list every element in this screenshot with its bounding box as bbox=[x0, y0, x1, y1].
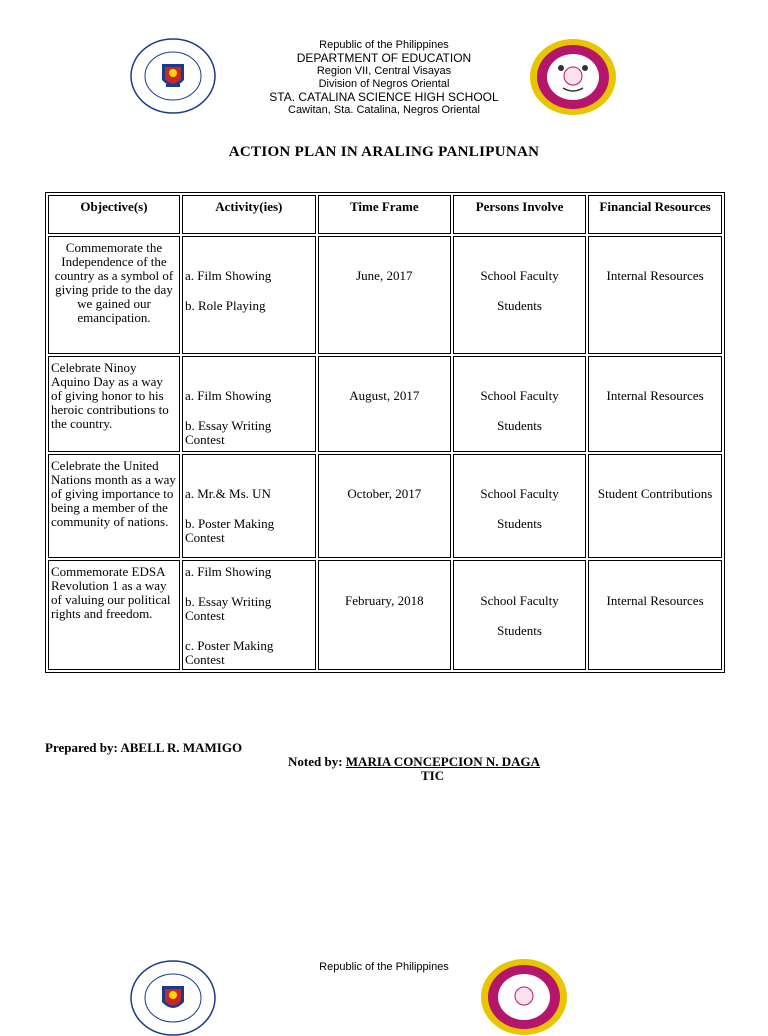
deped-seal-logo bbox=[130, 38, 216, 114]
resources-cell: Internal Resources bbox=[588, 236, 722, 354]
activity-item: c. Poster Making Contest bbox=[184, 638, 274, 667]
resources-cell: Internal Resources bbox=[588, 356, 722, 452]
deped-seal-logo-footer bbox=[130, 960, 216, 1036]
objective-cell: Celebrate Ninoy Aquino Day as a way of giving honor to his heroic contributions to the country. bbox=[48, 356, 180, 452]
header-time-frame: Time Frame bbox=[318, 195, 451, 234]
footer-republic-line: Republic of the Philippines bbox=[319, 961, 449, 973]
objective-cell: Commemorate the Independence of the country as a symbol of giving pride to the day we gained our emancipation. bbox=[48, 236, 180, 354]
persons-cell bbox=[453, 236, 586, 354]
noted-by bbox=[288, 754, 540, 770]
person-item: School Faculty bbox=[480, 593, 559, 608]
activity-item: b. Essay Writing Contest bbox=[184, 418, 272, 447]
activity-item: a. Film Showing bbox=[184, 564, 272, 579]
header-persons: Persons Involve bbox=[453, 195, 586, 234]
header-objectives: Objective(s) bbox=[48, 195, 180, 234]
activities-cell bbox=[182, 454, 316, 558]
person-item: School Faculty bbox=[480, 486, 559, 501]
department-line: DEPARTMENT OF EDUCATION bbox=[296, 51, 472, 65]
prepared-by: Prepared by: ABELL R. MAMIGO bbox=[45, 740, 243, 755]
activity-item: b. Poster Making Contest bbox=[184, 516, 275, 545]
activities-cell bbox=[182, 560, 316, 670]
page-title: ACTION PLAN IN ARALING PANLIPUNAN bbox=[228, 144, 540, 160]
person-item: Students bbox=[497, 298, 542, 313]
table-row bbox=[48, 560, 722, 670]
noted-by-title: TIC bbox=[421, 768, 445, 783]
activity-item: a. Film Showing bbox=[184, 268, 272, 283]
person-item: Students bbox=[497, 418, 542, 433]
action-plan-table bbox=[45, 192, 725, 673]
person-item: Students bbox=[497, 623, 542, 638]
person-item: School Faculty bbox=[480, 388, 559, 403]
table-header-row bbox=[48, 195, 722, 234]
region-line: Region VII, Central Visayas bbox=[316, 65, 452, 77]
time-frame-cell: August, 2017 bbox=[318, 356, 451, 452]
school-seal-logo bbox=[529, 38, 617, 116]
table-row bbox=[48, 236, 722, 354]
objective-cell: Celebrate the United Nations month as a way of giving importance to being a member of the community of nations. bbox=[48, 454, 180, 558]
resources-cell: Internal Resources bbox=[588, 560, 722, 670]
person-item: School Faculty bbox=[480, 268, 559, 283]
person-item: Students bbox=[497, 516, 542, 531]
header-activities: Activity(ies) bbox=[182, 195, 316, 234]
noted-by-name: MARIA CONCEPCION N. DAGA bbox=[345, 754, 541, 769]
noted-by-label: Noted by: bbox=[288, 754, 346, 769]
division-line: Division of Negros Oriental bbox=[318, 78, 450, 90]
activity-item: b. Essay Writing Contest bbox=[184, 594, 272, 623]
header-resources: Financial Resources bbox=[588, 195, 722, 234]
table-row bbox=[48, 356, 722, 452]
objective-cell: Commemorate EDSA Revolution 1 as a way of valuing our political rights and freedom. bbox=[48, 560, 180, 670]
persons-cell bbox=[453, 560, 586, 670]
activity-item: a. Film Showing bbox=[184, 388, 272, 403]
persons-cell bbox=[453, 356, 586, 452]
activity-item: b. Role Playing bbox=[184, 298, 266, 313]
activities-cell bbox=[182, 236, 316, 354]
activity-item: a. Mr.& Ms. UN bbox=[184, 486, 271, 501]
resources-cell: Student Contributions bbox=[588, 454, 722, 558]
persons-cell bbox=[453, 454, 586, 558]
address-line: Cawitan, Sta. Catalina, Negros Oriental bbox=[288, 104, 480, 116]
time-frame-cell: October, 2017 bbox=[318, 454, 451, 558]
republic-line: Republic of the Philippines bbox=[319, 39, 449, 51]
table-row bbox=[48, 454, 722, 558]
letterhead bbox=[250, 39, 518, 117]
activities-cell bbox=[182, 356, 316, 452]
school-line: STA. CATALINA SCIENCE HIGH SCHOOL bbox=[269, 90, 499, 104]
time-frame-cell: June, 2017 bbox=[318, 236, 451, 354]
time-frame-cell: February, 2018 bbox=[318, 560, 451, 670]
